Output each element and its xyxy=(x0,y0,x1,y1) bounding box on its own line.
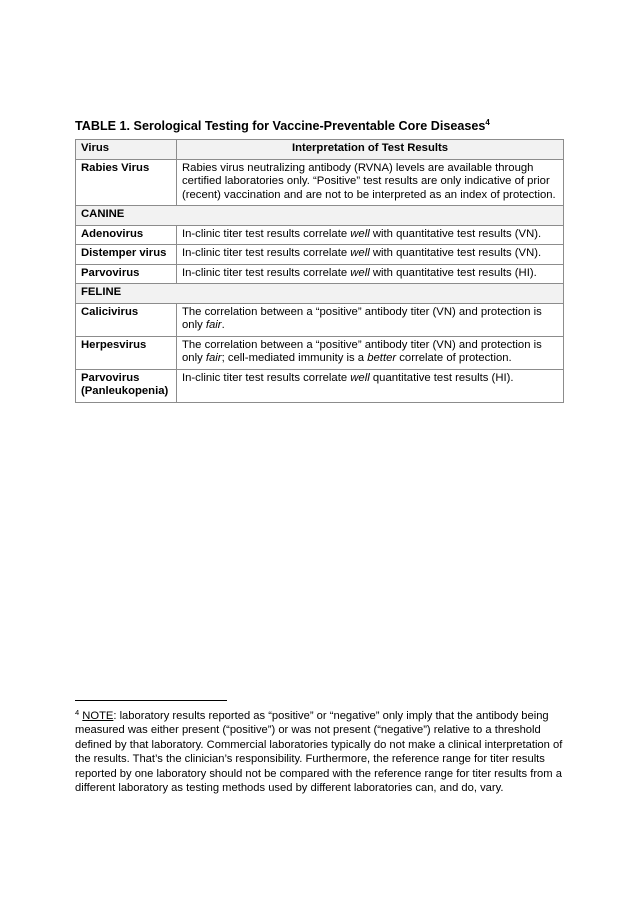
virus-name: Adenovirus xyxy=(76,225,177,245)
emphasis-text: better xyxy=(367,352,397,364)
footnote-reference[interactable]: 4 xyxy=(485,118,490,127)
table-title xyxy=(75,118,490,133)
emphasis-text: well xyxy=(350,227,370,240)
text-segment: The correlation between a “positive” antibody titer (VN) and protection is only xyxy=(182,305,542,331)
table-row xyxy=(76,245,564,265)
table-row xyxy=(76,264,564,284)
emphasis-text: fair xyxy=(205,319,222,331)
text-segment: ; cell-mediated immunity is a xyxy=(221,352,368,364)
virus-name: Distemper virus xyxy=(76,245,177,265)
virus-name: Parvovirus xyxy=(76,264,177,284)
virus-name: Rabies Virus xyxy=(76,159,177,206)
table-title-text: TABLE 1. Serological Testing for Vaccine-Preventable Core Diseases xyxy=(75,119,486,133)
text-segment: . xyxy=(221,319,225,331)
table-row xyxy=(76,225,564,245)
section-row-feline xyxy=(76,284,564,304)
virus-name: Herpesvirus xyxy=(76,336,177,369)
interpretation-text: Rabies virus neutralizing antibody (RVNA) levels are available through certified laboratories only. “Positive” test results are only indicative of prior (recent) vaccination and are not to be interpreted as an index of protection. xyxy=(177,159,564,206)
text-segment: with quantitative test results (HI). xyxy=(369,266,537,279)
text-segment: with quantitative test results (VN). xyxy=(369,227,542,240)
section-heading-canine: CANINE xyxy=(76,206,564,226)
table-row xyxy=(76,369,564,402)
interpretation-text xyxy=(177,225,564,245)
section-row-canine xyxy=(76,206,564,226)
interpretation-text xyxy=(177,336,564,369)
interpretation-text xyxy=(177,264,564,284)
text-segment: In-clinic titer test results correlate xyxy=(182,227,351,240)
emphasis-text: well xyxy=(350,247,370,259)
virus-name-line: (Panleukopenia) xyxy=(81,385,169,397)
footnote-label: NOTE xyxy=(82,710,114,722)
serology-table xyxy=(75,139,564,403)
text-segment: In-clinic titer test results correlate xyxy=(182,247,351,259)
table-row xyxy=(76,303,564,336)
virus-name xyxy=(76,369,177,402)
footnote-separator xyxy=(75,700,227,701)
header-interpretation: Interpretation of Test Results xyxy=(177,140,564,160)
footnote-number: 4 xyxy=(75,708,80,717)
text-segment: correlate of protection. xyxy=(396,352,512,364)
interpretation-text xyxy=(177,369,564,402)
header-virus: Virus xyxy=(76,140,177,160)
table-row xyxy=(76,159,564,206)
footnote-text: : laboratory results reported as “positive” or “negative” only imply that the antibody being measured was either present (“positive”) or was not present (“negative”) relative to a threshold defined by that laboratory. Commercial laboratories typically do not make a clinical interpretation of the results. That’s the clinician’s responsibility. Furthermore, the reference range for titer results reported by one laboratory should not be compared with the reference range for titer results from a different laboratory as testing methods used by different laboratories can, and do, vary. xyxy=(75,710,563,795)
text-segment: quantitative test results (HI). xyxy=(369,371,514,384)
emphasis-text: well xyxy=(350,266,370,279)
text-segment: In-clinic titer test results correlate xyxy=(182,371,351,384)
text-segment: with quantitative test results (VN). xyxy=(369,247,542,259)
table-row xyxy=(76,336,564,369)
footnote xyxy=(75,706,565,795)
virus-name-line: Parvovirus xyxy=(81,371,140,384)
text-segment: In-clinic titer test results correlate xyxy=(182,266,351,279)
interpretation-text xyxy=(177,303,564,336)
emphasis-text: fair xyxy=(205,352,222,364)
interpretation-text xyxy=(177,245,564,265)
text-segment: The correlation between a “positive” antibody titer (VN) and protection is only xyxy=(182,338,542,364)
virus-name: Calicivirus xyxy=(76,303,177,336)
table-header-row xyxy=(76,140,564,160)
emphasis-text: well xyxy=(350,371,370,384)
section-heading-feline: FELINE xyxy=(76,284,564,304)
